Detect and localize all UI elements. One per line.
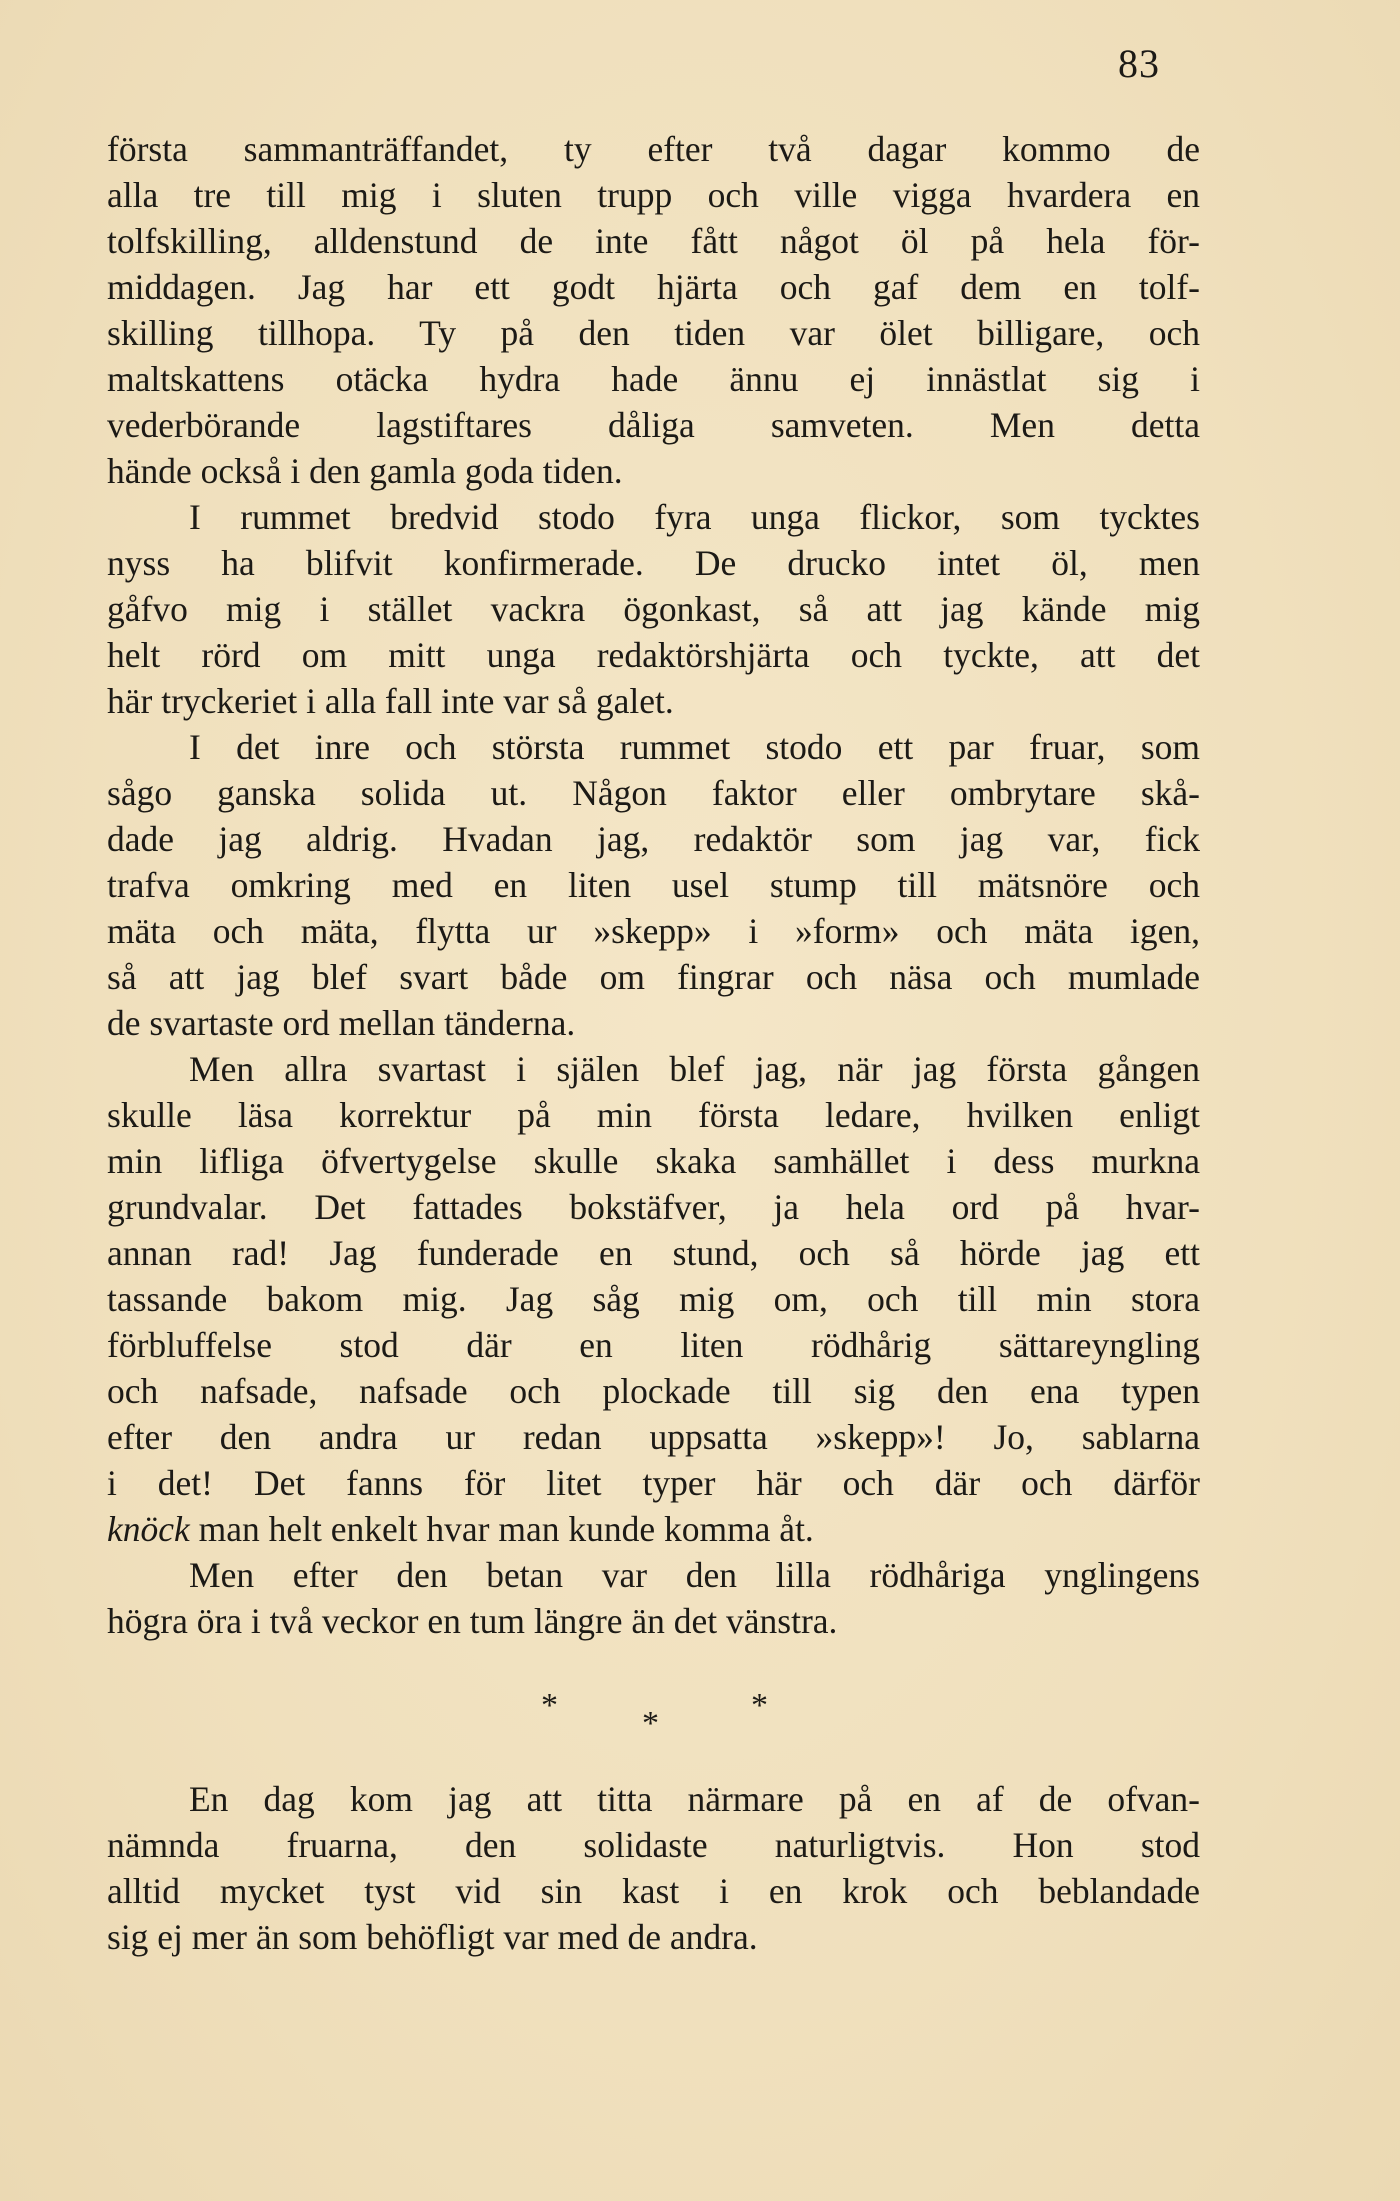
body-text-top: [107, 126, 1200, 1644]
text-line: sågo ganska solida ut. Någon faktor eller ombrytare skå-: [107, 773, 1200, 813]
text-line: [107, 1506, 1200, 1552]
text-line: nämnda fruarna, den solidaste naturligtvis. Hon stod: [107, 1825, 1200, 1865]
text-line: sig ej mer än som behöfligt var med de andra.: [107, 1917, 758, 1957]
text-line-rest: man helt enkelt hvar man kunde komma åt.: [189, 1509, 814, 1549]
text-line: maltskattens otäcka hydra hade ännu ej innästlat sig i: [107, 359, 1200, 399]
text-line: En dag kom jag att titta närmare på en af de ofvan-: [189, 1779, 1200, 1819]
text-line: grundvalar. Det fattades bokstäfver, ja hela ord på hvar-: [107, 1187, 1200, 1227]
text-line: mäta och mäta, flytta ur »skepp» i »form» och mäta igen,: [107, 911, 1200, 951]
body-text-bottom: [107, 1776, 1200, 1960]
text-line: gåfvo mig i stället vackra ögonkast, så att jag kände mig: [107, 589, 1200, 629]
text-line: här tryckeriet i alla fall inte var så galet.: [107, 681, 674, 721]
text-line: så att jag blef svart både om fingrar och näsa och mumlade: [107, 957, 1200, 997]
text-line: alltid mycket tyst vid sin kast i en krok och beblandade: [107, 1871, 1200, 1911]
text-line: I det inre och största rummet stodo ett par fruar, som: [189, 727, 1200, 767]
text-line: I rummet bredvid stodo fyra unga flickor, som tycktes: [189, 497, 1200, 537]
text-line: hände också i den gamla goda tiden.: [107, 451, 623, 491]
text-line: och nafsade, nafsade och plockade till sig den ena typen: [107, 1371, 1200, 1411]
asterisk: *: [541, 1687, 558, 1724]
text-line: vederbörande lagstiftares dåliga samveten. Men detta: [107, 405, 1200, 445]
text-line: de svartaste ord mellan tänderna.: [107, 1003, 576, 1043]
text-line: dade jag aldrig. Hvadan jag, redaktör som jag var, fick: [107, 819, 1200, 859]
text-line: första sammanträffandet, ty efter två dagar kommo de: [107, 129, 1200, 169]
text-line: skilling tillhopa. Ty på den tiden var ölet billigare, och: [107, 313, 1200, 353]
section-break: [0, 1683, 1400, 1743]
text-line: tolfskilling, alldenstund de inte fått något öl på hela för-: [107, 221, 1200, 261]
page-number: 83: [1118, 41, 1160, 86]
text-line: förbluffelse stod där en liten rödhårig sättareyngling: [107, 1325, 1200, 1365]
text-line: skulle läsa korrektur på min första ledare, hvilken enligt: [107, 1095, 1200, 1135]
text-line: i det! Det fanns för litet typer här och där och därför: [107, 1463, 1200, 1503]
text-line: helt rörd om mitt unga redaktörshjärta och tyckte, att det: [107, 635, 1200, 675]
text-line: tassande bakom mig. Jag såg mig om, och till min stora: [107, 1279, 1200, 1319]
text-line: efter den andra ur redan uppsatta »skepp»! Jo, sablarna: [107, 1417, 1200, 1457]
text-line: alla tre till mig i sluten trupp och ville vigga hvardera en: [107, 175, 1200, 215]
text-line: Men efter den betan var den lilla rödhåriga ynglingens: [189, 1555, 1200, 1595]
text-line: annan rad! Jag funderade en stund, och så hörde jag ett: [107, 1233, 1200, 1273]
text-line: nyss ha blifvit konfirmerade. De drucko intet öl, men: [107, 543, 1200, 583]
text-line: trafva omkring med en liten usel stump till mätsnöre och: [107, 865, 1200, 905]
text-line: högra öra i två veckor en tum längre än det vänstra.: [107, 1601, 838, 1641]
asterisk: *: [751, 1687, 768, 1724]
asterisk: *: [642, 1705, 659, 1742]
text-line: middagen. Jag har ett godt hjärta och gaf dem en tolf-: [107, 267, 1200, 307]
italic-word: knöck: [107, 1509, 190, 1549]
text-line: Men allra svartast i själen blef jag, när jag första gången: [189, 1049, 1200, 1089]
text-line: min lifliga öfvertygelse skulle skaka samhället i dess murkna: [107, 1141, 1200, 1181]
